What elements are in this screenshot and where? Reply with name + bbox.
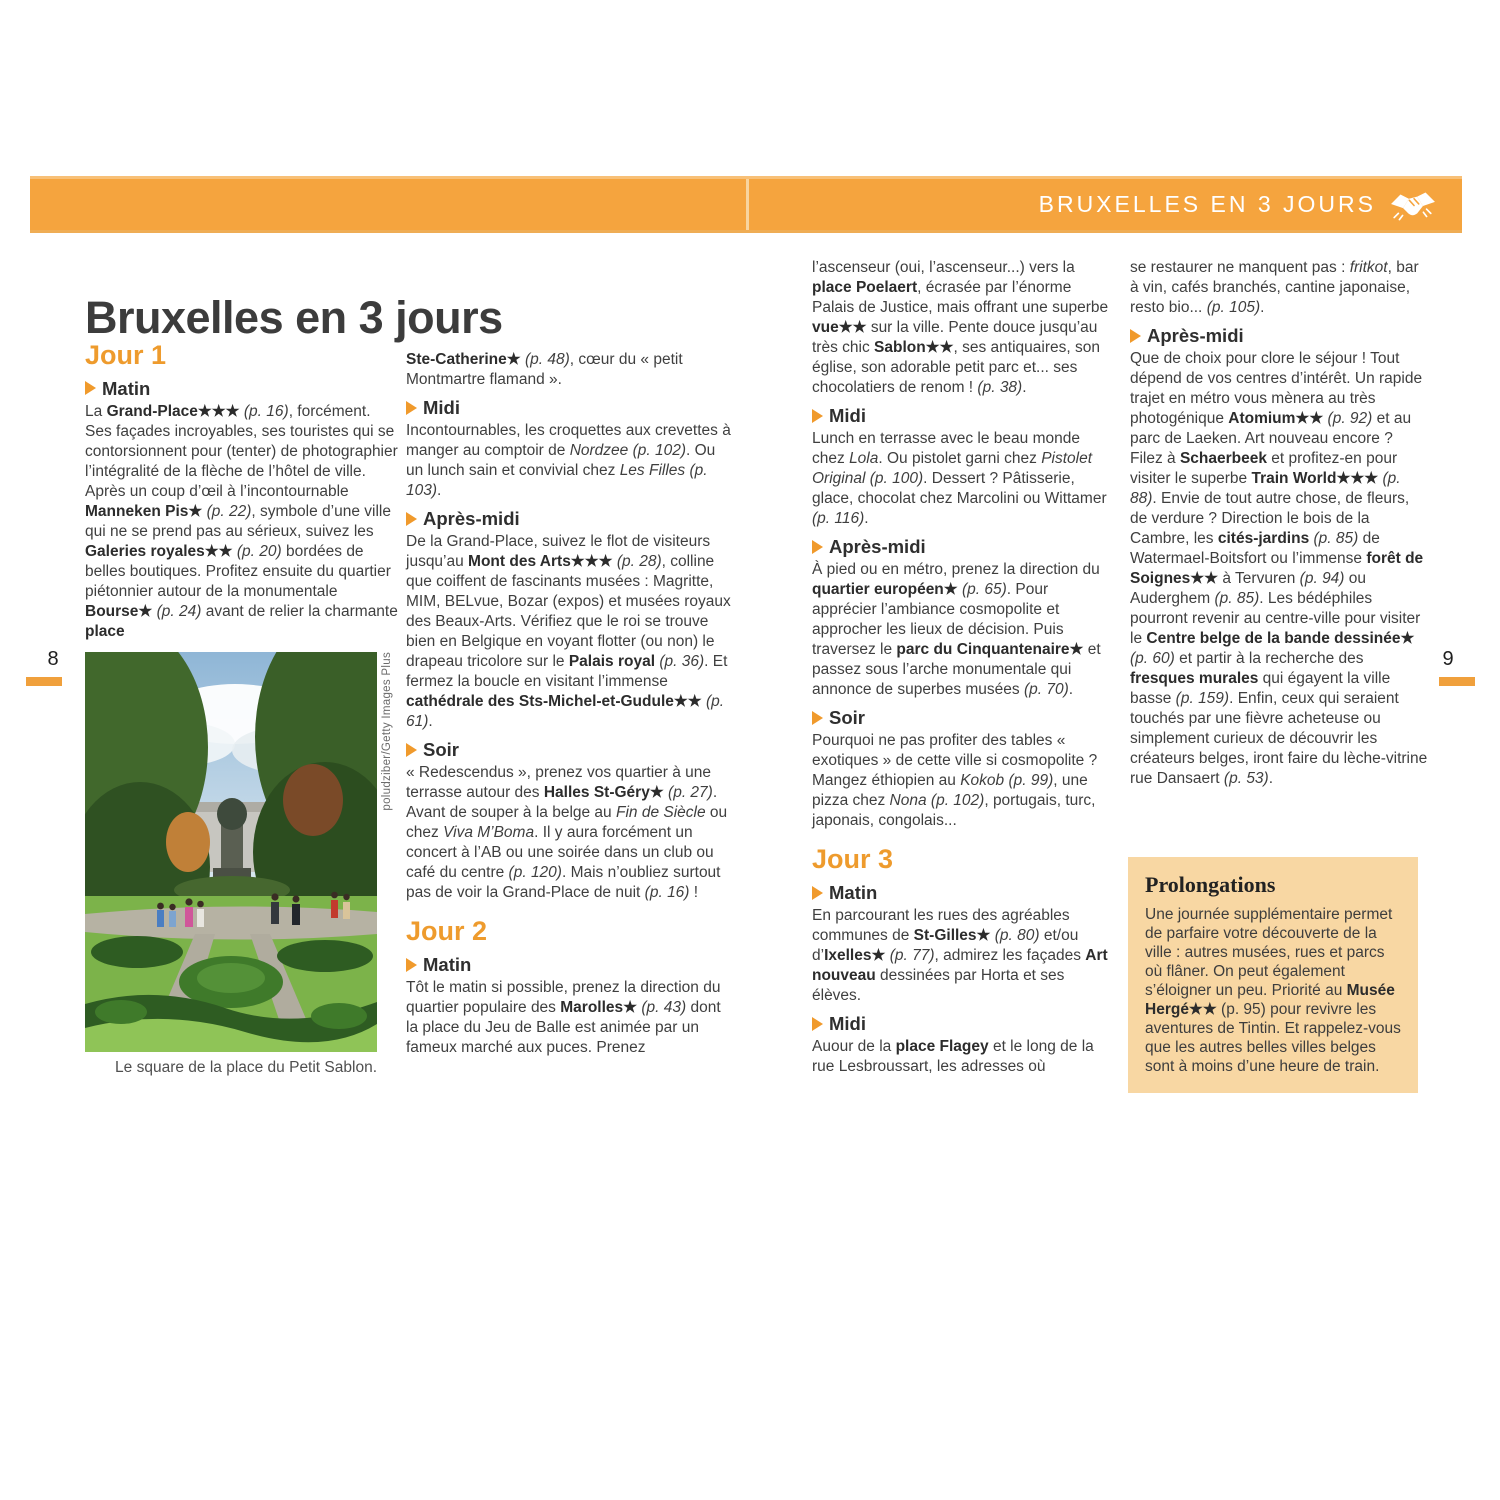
text-segment: En parcourant les rues des agréables communes de (812, 907, 1070, 945)
text-segment: dessinées par Horta et ses élèves. (812, 967, 1065, 1005)
text-segment: forêt de Soignes★★ (1130, 550, 1424, 588)
column-1 (85, 341, 400, 1077)
text-segment: . Et fermez la boucle en visitant l’immense (406, 653, 728, 691)
text-segment: (p. 159) (1175, 690, 1230, 708)
text-segment: quartier européen★ (812, 581, 962, 599)
text-segment: Manneken Pis★ (85, 502, 207, 520)
triangle-bullet-icon (406, 743, 417, 757)
paragraph (812, 560, 1112, 700)
paragraph (812, 731, 1112, 831)
text-segment: Schaerbeek (1179, 450, 1267, 468)
paragraph (1130, 349, 1428, 789)
text-segment: et le long de la rue Lesbroussart, les adresses où (812, 1038, 1094, 1076)
column-4 (1130, 258, 1428, 791)
text-segment: . Avant de souper à la belge au (406, 784, 718, 822)
text-segment: La (85, 402, 107, 420)
text-segment: vue★★ (812, 319, 871, 336)
paragraph (812, 429, 1112, 529)
text-segment: « Redescendus », prenez vos quartier à une terrasse autour des (406, 764, 712, 802)
text-segment: place Poelaert (812, 279, 918, 296)
text-segment: Mont des Arts★★★ (468, 553, 617, 571)
text-segment: , admirez les façades (934, 947, 1086, 965)
text-segment: Kokob (p. 99) (960, 772, 1054, 790)
text-segment: . Ou un lunch sain et convivial chez (406, 442, 716, 480)
text-segment: , bar à vin, cafés branchés, cantine japonaise, resto bio... (1130, 259, 1419, 316)
text-segment: Incontournables, les croquettes aux crevettes à manger au comptoir de (406, 422, 731, 460)
paragraph (85, 402, 400, 642)
text-segment: (p. 92) (1327, 410, 1373, 428)
paragraph (406, 350, 732, 390)
text-segment: Bourse★ (85, 602, 157, 620)
text-segment: Centre belge de la bande dessinée★ (1146, 630, 1415, 648)
text-segment: (p. 61) (406, 693, 725, 731)
page-title: Bruxelles en 3 jours (85, 292, 503, 344)
time-section-heading (812, 706, 1112, 729)
text-segment: . (1068, 681, 1074, 699)
text-segment: . (1268, 770, 1274, 788)
section-label: Matin (102, 377, 151, 399)
triangle-bullet-icon (406, 958, 417, 972)
column-3 (812, 258, 1112, 1079)
text-segment: (p. 95) pour revivre les aventures de Tintin. Et rappelez-vous que les autres belles villes belges sont à moins d’une heure de train. (1145, 1001, 1401, 1075)
text-segment: (p. 88) (1130, 470, 1401, 508)
text-segment: à Tervuren (1218, 570, 1300, 588)
prolongations-box (1128, 857, 1418, 1093)
text-segment: (p. 16) (644, 884, 690, 902)
paragraph (406, 421, 732, 501)
text-segment: dont la place du Jeu de Balle est animée par un fameux marché aux puces. Prenez (406, 999, 721, 1057)
text-segment: . (437, 482, 442, 500)
paragraph (406, 978, 732, 1058)
text-segment: . (1260, 299, 1265, 316)
text-segment: . (428, 713, 433, 731)
text-segment: place Flagey (895, 1038, 993, 1056)
text-segment: qui égayent la ville basse (1130, 670, 1391, 708)
text-segment: sur la ville. Pente douce jusqu’au très chic (812, 319, 1098, 356)
text-segment: (p. 16) (243, 402, 289, 420)
section-label: Après-midi (423, 508, 520, 530)
text-segment: (p. 94) (1299, 570, 1345, 588)
text-segment: , écrasée par l’énorme Palais de Justice, mais offrant une superbe (812, 279, 1109, 316)
text-segment: Les Filles (p. 103) (406, 462, 708, 500)
text-segment: fritkot (1349, 259, 1388, 276)
text-segment: Nona (p. 102) (889, 792, 985, 810)
handshake-icon (1390, 189, 1436, 221)
triangle-bullet-icon (812, 409, 823, 423)
time-section-heading (1130, 324, 1428, 347)
time-section-heading (812, 1012, 1112, 1035)
paragraph (812, 1037, 1112, 1077)
section-label: Matin (423, 954, 472, 976)
text-segment: se restaurer ne manquent pas : (1130, 259, 1350, 276)
triangle-bullet-icon (85, 381, 96, 395)
section-label: Après-midi (829, 536, 926, 558)
text-segment: Fin de Siècle (615, 804, 706, 822)
text-segment: fresques murales (1130, 670, 1259, 688)
time-section-heading (406, 953, 732, 976)
paragraph (812, 906, 1112, 1006)
text-segment: (p. 48) (524, 351, 570, 368)
text-segment: Pistolet Original (p. 100) (812, 450, 1093, 488)
text-segment: et partir à la recherche des (1174, 650, 1364, 668)
text-segment: , une pizza chez (812, 772, 1088, 810)
day-heading: Jour 1 (85, 340, 167, 370)
photo-credit: poludziber/Getty Images Plus (381, 651, 393, 811)
text-segment: de Watermael-Boitsfort ou l’immense (1130, 530, 1380, 568)
text-segment: Nordzee (p. 102) (569, 442, 687, 460)
time-section-heading (406, 507, 732, 530)
prolongations-text (1145, 905, 1401, 1076)
text-segment: Lola (849, 450, 879, 468)
paragraph (812, 258, 1112, 398)
text-segment: , forcément. Ses façades incroyables, ses touristes qui se contorsionnent pour (tenter) de photographier l’intégralité de la flèche de l’hôtel de ville. Après un coup d’œil à l’incontournable (85, 402, 398, 500)
paragraph (406, 532, 732, 732)
page-marker-left (26, 677, 62, 686)
text-segment: (p. 60) (1130, 650, 1175, 668)
prolongations-title: Prolongations (1145, 872, 1276, 897)
text-segment: . Envie de tout autre chose, de fleurs, de verdure ? Direction le bois de la Cambre, les (1130, 490, 1410, 548)
text-segment: Sablon★★ (874, 339, 954, 356)
text-segment: (p. 116) (812, 510, 865, 528)
text-segment: , ses antiquaires, son église, son adorable petit parc et... ses chocolatiers de renom ! (812, 339, 1100, 396)
text-segment: et profitez-en pour visiter le superbe (1130, 450, 1398, 488)
text-segment: Atomium★★ (1228, 410, 1328, 428)
text-segment: . Mais n’oubliez surtout pas de voir la Grand-Place de nuit (406, 864, 721, 902)
section-label: Soir (423, 739, 459, 761)
text-segment: parc du Cinquantenaire★ (896, 641, 1084, 659)
text-segment: (p. 53) (1223, 770, 1269, 788)
section-label: Midi (829, 405, 866, 426)
text-segment: bordées de belles boutiques. Profitez ensuite du quartier piétonnier autour de la monumentale (85, 542, 391, 600)
triangle-bullet-icon (406, 401, 417, 415)
text-segment: De la Grand-Place, suivez le flot de visiteurs jusqu’au (406, 533, 711, 571)
text-segment: . Il y aura forcément un concert à l’AB ou une soirée dans un club ou café du centre (406, 824, 714, 882)
time-section-heading (85, 377, 400, 400)
text-segment: . (864, 510, 869, 528)
text-segment: Train World★★★ (1251, 470, 1383, 488)
day-heading: Jour 3 (812, 844, 894, 875)
text-segment: cathédrale des Sts-Michel-et-Gudule★★ (406, 693, 706, 711)
section-label: Soir (829, 707, 865, 729)
text-segment: Tôt le matin si possible, prenez la direction du quartier populaire des (406, 979, 721, 1017)
time-section-heading (812, 535, 1112, 558)
text-segment: Une journée supplémentaire permet de parfaire votre découverte de la ville : autres musées, rues et parcs où flâner. On peut également s’éloigner un peu. Priorité au (1145, 906, 1393, 999)
text-segment: et au parc de Laeken. Art nouveau encore ? Filez à (1130, 410, 1412, 468)
section-label: Midi (423, 397, 460, 418)
text-segment: Viva M’Boma (443, 824, 535, 842)
column-1-text (85, 341, 400, 642)
text-segment: (p. 65) (961, 581, 1007, 599)
text-segment: , portugais, turc, japonais, congolais... (812, 792, 1096, 830)
text-segment: place (85, 622, 125, 640)
time-section-heading (406, 738, 732, 761)
text-segment: Que de choix pour clore le séjour ! Tout dépend de vos centres d’intérêt. Un rapide trajet en métro vous mènera au très photogénique (1130, 350, 1423, 428)
text-segment: (p. 24) (156, 602, 202, 620)
triangle-bullet-icon (1130, 329, 1141, 343)
time-section-heading (406, 396, 732, 419)
text-segment: avant de relier la charmante (201, 602, 398, 620)
text-segment: Palais royal (568, 653, 660, 671)
text-segment: (p. 20) (236, 542, 282, 560)
text-segment: Ste-Catherine★ (406, 351, 525, 368)
page-marker-right (1439, 677, 1475, 686)
text-segment: . Dessert ? Pâtisserie, glace, chocolat chez Marcolini ou Wittamer (812, 470, 1107, 508)
photo-caption: Le square de la place du Petit Sablon. (115, 1058, 377, 1076)
text-segment: et/ou d’ (812, 927, 1079, 965)
triangle-bullet-icon (812, 886, 823, 900)
page-number-right: 9 (1442, 648, 1454, 670)
photo-petit-sablon (85, 652, 377, 1052)
text-segment: Art nouveau (812, 947, 1108, 985)
triangle-bullet-icon (812, 540, 823, 554)
paragraph (1130, 258, 1428, 318)
text-segment: (p. 77) (889, 947, 935, 965)
section-label: Midi (829, 1013, 866, 1035)
text-segment: Marolles★ (560, 999, 642, 1017)
text-segment: , cœur du « petit Montmartre flamand ». (406, 351, 683, 388)
text-segment: Auour de la (812, 1038, 896, 1056)
day-heading: Jour 2 (406, 916, 488, 947)
paragraph (406, 763, 732, 903)
text-segment: Musée Hergé★★ (1145, 982, 1395, 1018)
text-segment: ! (689, 884, 699, 902)
text-segment: (p. 85) (1313, 530, 1359, 548)
text-segment: . Enfin, ceux qui seraient touchés par une fièvre acheteuse ou simplement curieux de découvrir les créateurs belges, iront faire du lèche-vitrine rue Dansaert (1130, 690, 1428, 788)
time-section-heading (812, 881, 1112, 904)
text-segment: cités-jardins (1217, 530, 1314, 548)
photo-block (85, 651, 393, 1077)
text-segment: Pourquoi ne pas profiter des tables « exotiques » de cette ville si cosmopolite ? Mangez éthiopien au (812, 732, 1098, 790)
text-segment: (p. 22) (206, 502, 252, 520)
triangle-bullet-icon (812, 711, 823, 725)
text-segment: (p. 28) (616, 553, 662, 571)
text-segment: ou Auderghem (1130, 570, 1367, 608)
text-segment: (p. 27) (668, 784, 713, 802)
text-segment: Ixelles★ (824, 947, 890, 965)
triangle-bullet-icon (812, 1017, 823, 1031)
triangle-bullet-icon (406, 512, 417, 526)
text-segment: (p. 80) (994, 927, 1040, 945)
text-segment: ou chez (406, 804, 728, 842)
text-segment: (p. 36) (659, 653, 705, 671)
text-segment: Halles St-Géry★ (543, 784, 669, 802)
text-segment: (p. 85) (1214, 590, 1260, 608)
section-label: Après-midi (1147, 325, 1244, 346)
page-number-left: 8 (47, 648, 59, 670)
text-segment: St-Gilles★ (913, 927, 995, 945)
section-label: Matin (829, 882, 878, 904)
text-segment: (p. 43) (641, 999, 687, 1017)
text-segment: . (1022, 379, 1027, 396)
text-segment: Lunch en terrasse avec le beau monde chez (812, 430, 1080, 468)
text-segment: . Les bédéphiles pourront revenir au centre-ville pour visiter le (1130, 590, 1421, 648)
text-segment: , symbole d’une ville qui ne se prend pas au sérieux, suivez les (85, 502, 391, 540)
chapter-header-bar (30, 176, 1462, 233)
text-segment: . Ou pistolet garni chez (878, 450, 1042, 468)
time-section-heading (812, 404, 1112, 427)
text-segment: (p. 120) (508, 864, 562, 882)
text-segment: Grand-Place★★★ (106, 402, 244, 420)
text-segment: , colline que coiffent de fascinants musées : Magritte, MIM, BELvue, Bozar (expos) et musées royaux des Beaux-Arts. Vérifiez que le roi se trouve bien en Belgique en voyant flotter (ou non) le drapeau tricolore sur le (406, 553, 731, 671)
text-segment: (p. 105) (1206, 299, 1261, 316)
text-segment: (p. 38) (977, 379, 1023, 396)
column-2 (406, 350, 732, 1060)
chapter-header-title: BRUXELLES EN 3 JOURS (1038, 191, 1376, 217)
text-segment: et passez sous l’arche monumentale qui annonce de superbes musées (812, 641, 1101, 699)
text-segment: À pied ou en métro, prenez la direction du (812, 561, 1100, 579)
text-segment: . Pour apprécier l’ambiance cosmopolite et approcher les lieux de décision. Puis traversez le (812, 581, 1064, 659)
text-segment: Galeries royales★★ (85, 542, 237, 560)
page-spine-divider (746, 179, 749, 230)
text-segment: l’ascenseur (oui, l’ascenseur...) vers la (812, 259, 1075, 276)
text-segment: (p. 70) (1023, 681, 1069, 699)
